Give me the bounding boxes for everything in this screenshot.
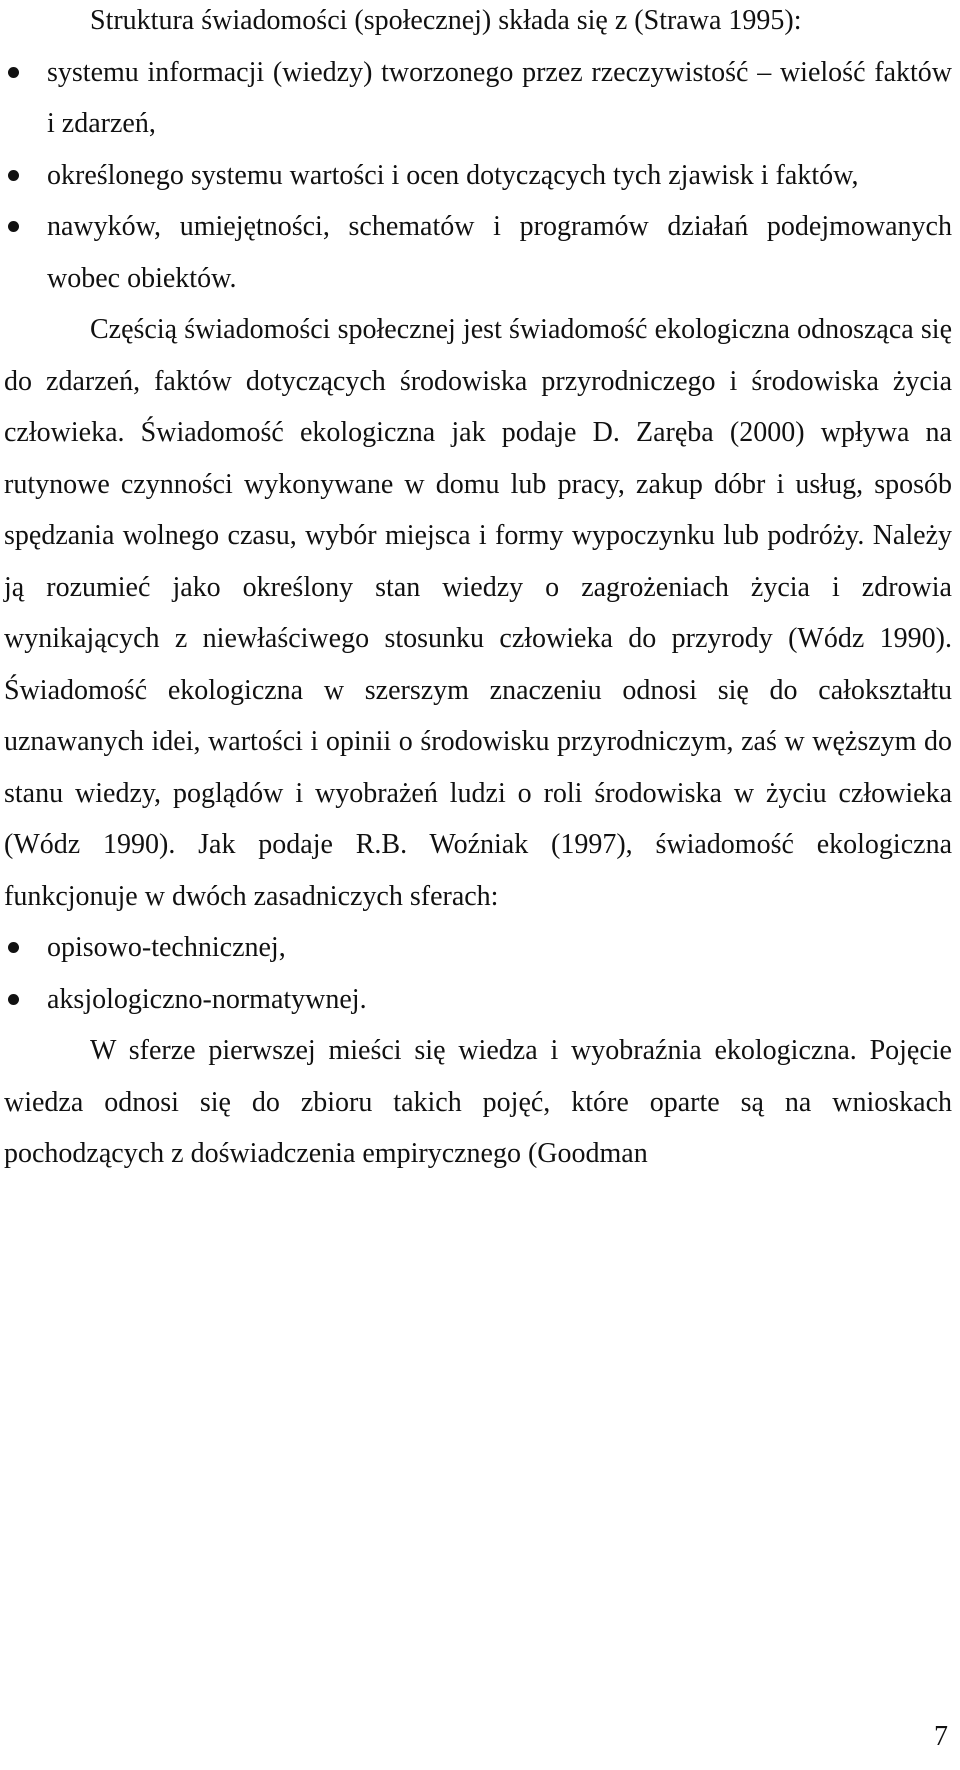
list-item-text: opisowo-technicznej, (47, 932, 286, 963)
bullet-icon (8, 994, 19, 1005)
body-paragraph: W sferze pierwszej mieści się wiedza i wyobraźnia ekologiczna. Pojęcie wiedza odnosi się do zbioru takich pojęć, które oparte są na wnioskach pochodzących z doświadczenia empirycznego (Goodman (4, 1035, 952, 1169)
list-item (4, 150, 952, 202)
list-item (4, 974, 952, 1026)
list-item-text: określonego systemu wartości i ocen dotyczących tych zjawisk i faktów, (47, 159, 859, 191)
document-page (4, 0, 952, 1180)
bullet-icon (8, 942, 19, 953)
bullet-icon (8, 67, 19, 78)
list-item-text: systemu informacji (wiedzy) tworzonego przez rzeczywistość – wielość faktów i zdarzeń, (47, 56, 952, 139)
body-paragraph: Częścią świadomości społecznej jest świadomość ekologiczna odnosząca się do zdarzeń, faktów dotyczących środowiska przyrodniczego i środowiska życia człowieka. Świadomość ekologiczna jak podaje D. Zaręba (2000) wpływa na rutynowe czynności wykonywane w domu lub pracy, zakup dóbr i usług, sposób spędzania wolnego czasu, wybór miejsca i formy wypoczynku lub podróży. Należy ją rozumieć jako określony stan wiedzy o zagrożeniach życia i zdrowia wynikających z niewłaściwego stosunku człowieka do przyrody (Wódz 1990). Świadomość ekologiczna w szerszym znaczeniu odnosi się do całokształtu uznawanych idei, wartości i opinii o środowisku przyrodniczym, zaś w węższym do stanu wiedzy, poglądów i wyobrażeń ludzi o roli środowiska w życiu człowieka (Wódz 1990). Jak podaje R.B. Woźniak (1997), świadomość ekologiczna funkcjonuje w dwóch zasadniczych sferach: (4, 314, 952, 912)
bullet-icon (8, 221, 19, 232)
bullet-icon (8, 170, 19, 181)
list-item-text: nawyków, umiejętności, schematów i programów działań podejmowanych wobec obiektów. (47, 211, 952, 294)
intro-paragraph: Struktura świadomości (społecznej) składa się z (Strawa 1995): (90, 5, 802, 36)
page-number: 7 (934, 1721, 948, 1752)
list-item (4, 201, 952, 304)
bullet-list-spheres (4, 922, 952, 1025)
bullet-list-components (4, 47, 952, 305)
list-item (4, 47, 952, 150)
list-item-text: aksjologiczno-normatywnej. (47, 983, 367, 1015)
list-item (4, 922, 952, 974)
